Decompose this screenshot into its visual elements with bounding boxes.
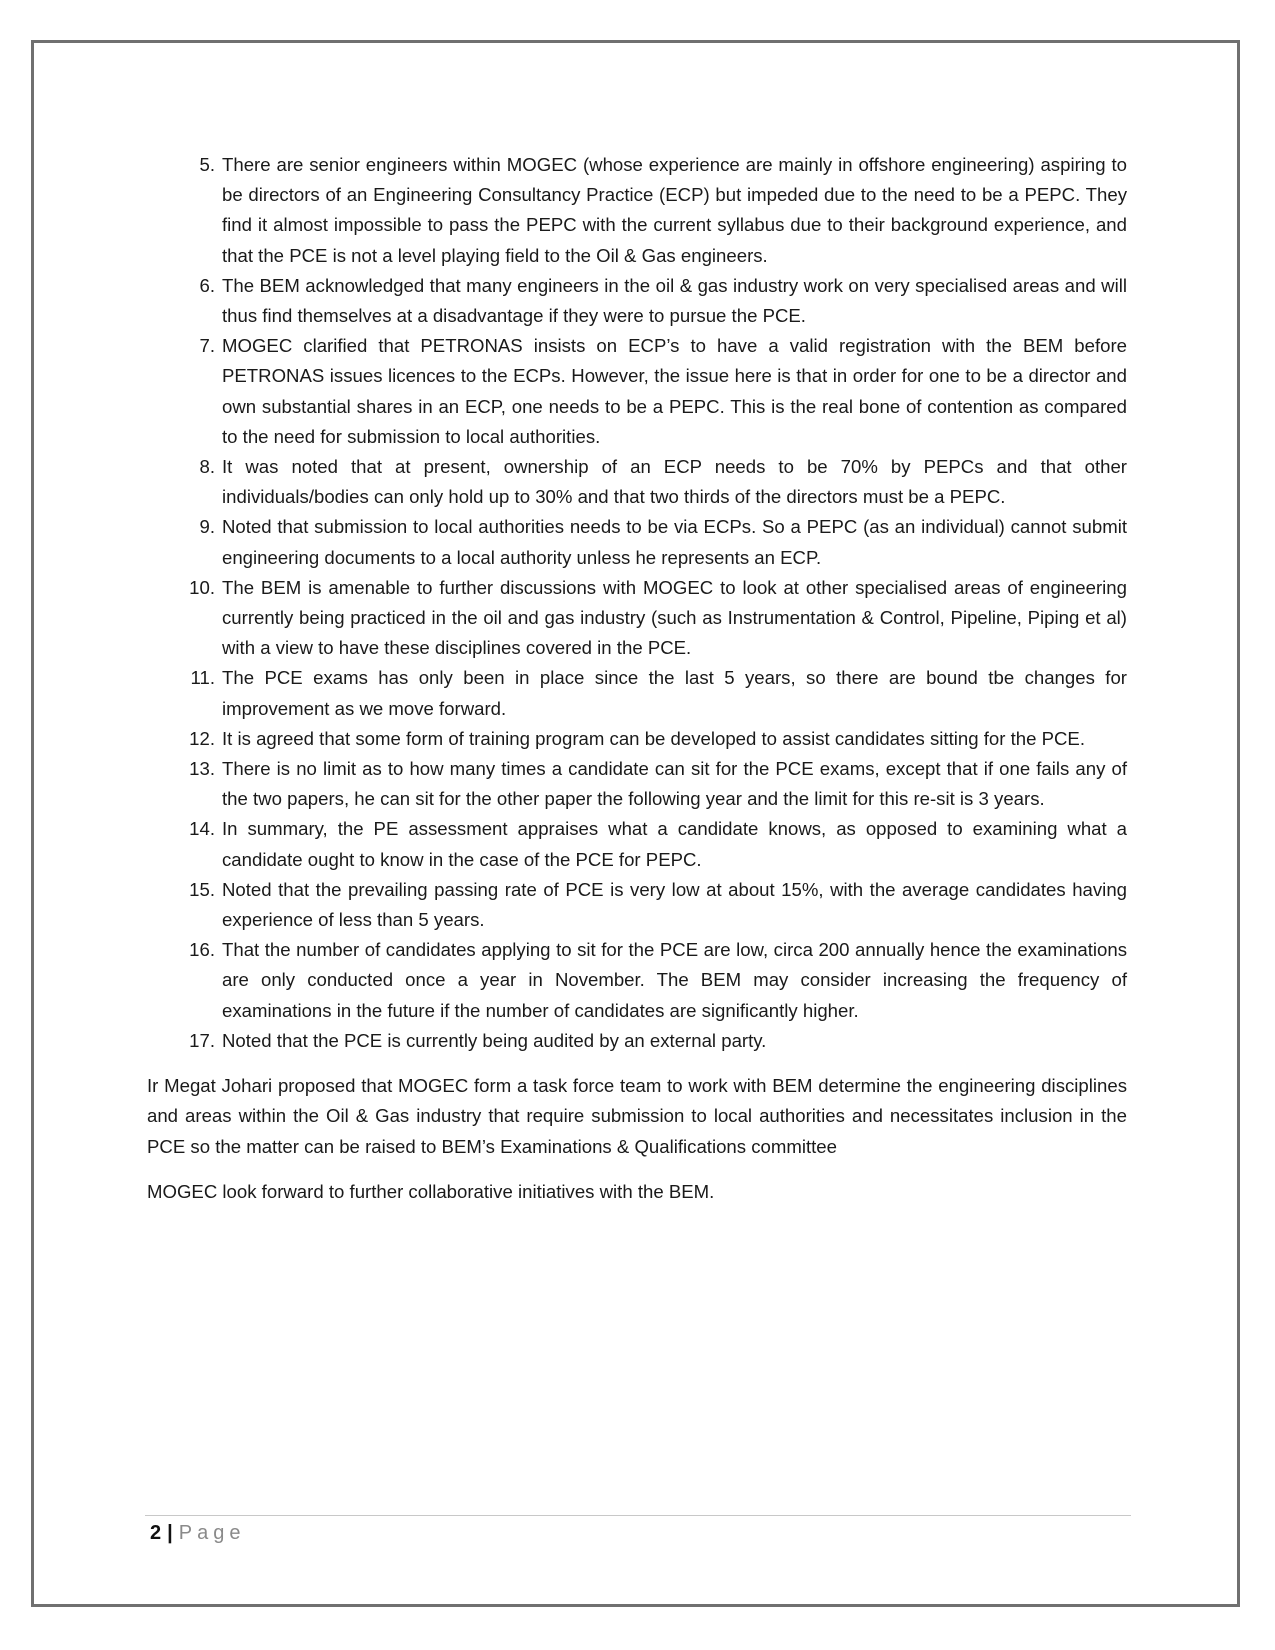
list-item	[147, 150, 1127, 271]
numbered-list	[147, 150, 1127, 1056]
page-label: Page	[178, 1522, 246, 1544]
list-item	[147, 331, 1127, 452]
list-item-text: MOGEC clarified that PETRONAS insists on ECP’s to have a valid registration with the BEM before PETRONAS issues licences to the ECPs. However, the issue here is that in order for one to be a director and own substantial shares in an ECP, one needs to be a PEPC. This is the real bone of contention as compared to the need for submission to local authorities.	[222, 335, 1127, 447]
list-item	[147, 512, 1127, 572]
list-item-text: Noted that the PCE is currently being audited by an external party.	[222, 1029, 767, 1051]
list-item-number: 10.	[189, 576, 215, 598]
list-item-text: The BEM is amenable to further discussions with MOGEC to look at other specialised areas of engineering currently being practiced in the oil and gas industry (such as Instrumentation & Control, Pipeline, Piping et al) with a view to have these disciplines covered in the PCE.	[222, 576, 1127, 659]
list-item-number: 9.	[199, 516, 215, 538]
list-item-text: In summary, the PE assessment appraises what a candidate knows, as opposed to examining what a candidate ought to know in the case of the PCE for PEPC.	[222, 818, 1127, 870]
list-item	[147, 814, 1127, 874]
list-item	[147, 663, 1127, 723]
list-item-text: That the number of candidates applying to sit for the PCE are low, circa 200 annually hence the examinations are only conducted once a year in November. The BEM may consider increasing the frequency of examinations in the future if the number of candidates are significantly higher.	[222, 939, 1127, 1021]
list-item-text: There is no limit as to how many times a candidate can sit for the PCE exams, except that if one fails any of the two papers, he can sit for the other paper the following year and the limit for this re-sit is 3 years.	[222, 758, 1127, 810]
list-item-number: 6.	[199, 274, 215, 296]
footer-separator: |	[167, 1522, 173, 1544]
list-item-number: 7.	[199, 335, 215, 357]
list-item-text: It was noted that at present, ownership of an ECP needs to be 70% by PEPCs and that other individuals/bodies can only hold up to 30% and that two thirds of the directors must be a PEPC.	[222, 456, 1127, 508]
list-item-text: It is agreed that some form of training program can be developed to assist candidates sitting for the PCE.	[222, 727, 1086, 749]
page-footer	[150, 1520, 245, 1546]
list-item-number: 5.	[199, 154, 215, 175]
list-item-text: There are senior engineers within MOGEC (whose experience are mainly in offshore engineering) aspiring to be directors of an Engineering Consultancy Practice (ECP) but impeded due to the need to be a PEPC. They find it almost impossible to pass the PEPC with the current syllabus due to their background experience, and that the PCE is not a level playing field to the Oil & Gas engineers.	[222, 154, 1127, 266]
closing-paragraph: MOGEC look forward to further collaborative initiatives with the BEM.	[147, 1180, 715, 1202]
list-item	[147, 875, 1127, 935]
list-item	[147, 1026, 1127, 1056]
list-item-number: 11.	[190, 667, 215, 689]
list-item-number: 16.	[189, 939, 215, 961]
list-item-text: Noted that the prevailing passing rate of PCE is very low at about 15%, with the average candidates having experience of less than 5 years.	[222, 878, 1127, 931]
footer-divider	[145, 1515, 1131, 1516]
document-body	[147, 150, 1127, 1207]
list-item	[147, 935, 1127, 1026]
proposal-paragraph: Ir Megat Johari proposed that MOGEC form a task force team to work with BEM determine the engineering disciplines and areas within the Oil & Gas industry that require submission to local authorities and necessitates inclusion in the PCE so the matter can be raised to BEM’s Examinations & Qualifications committee	[147, 1075, 1127, 1157]
list-item	[147, 724, 1127, 754]
list-item-number: 17.	[189, 1029, 215, 1051]
list-item-text: Noted that submission to local authorities needs to be via ECPs. So a PEPC (as an individual) cannot submit engineering documents to a local authority unless he represents an ECP.	[222, 516, 1127, 568]
list-item	[147, 271, 1127, 331]
page-number: 2	[150, 1522, 162, 1544]
list-item	[147, 452, 1127, 512]
list-item	[147, 754, 1127, 814]
list-item-number: 13.	[189, 758, 215, 780]
list-item-text: The PCE exams has only been in place since the last 5 years, so there are bound tbe changes for improvement as we move forward.	[222, 667, 1127, 719]
list-item-text: The BEM acknowledged that many engineers in the oil & gas industry work on very specialised areas and will thus find themselves at a disadvantage if they were to pursue the PCE.	[222, 274, 1127, 327]
list-item-number: 8.	[199, 456, 215, 478]
list-item-number: 15.	[189, 878, 215, 900]
list-item-number: 12.	[189, 727, 215, 749]
list-item-number: 14.	[189, 818, 215, 840]
list-item	[147, 573, 1127, 664]
